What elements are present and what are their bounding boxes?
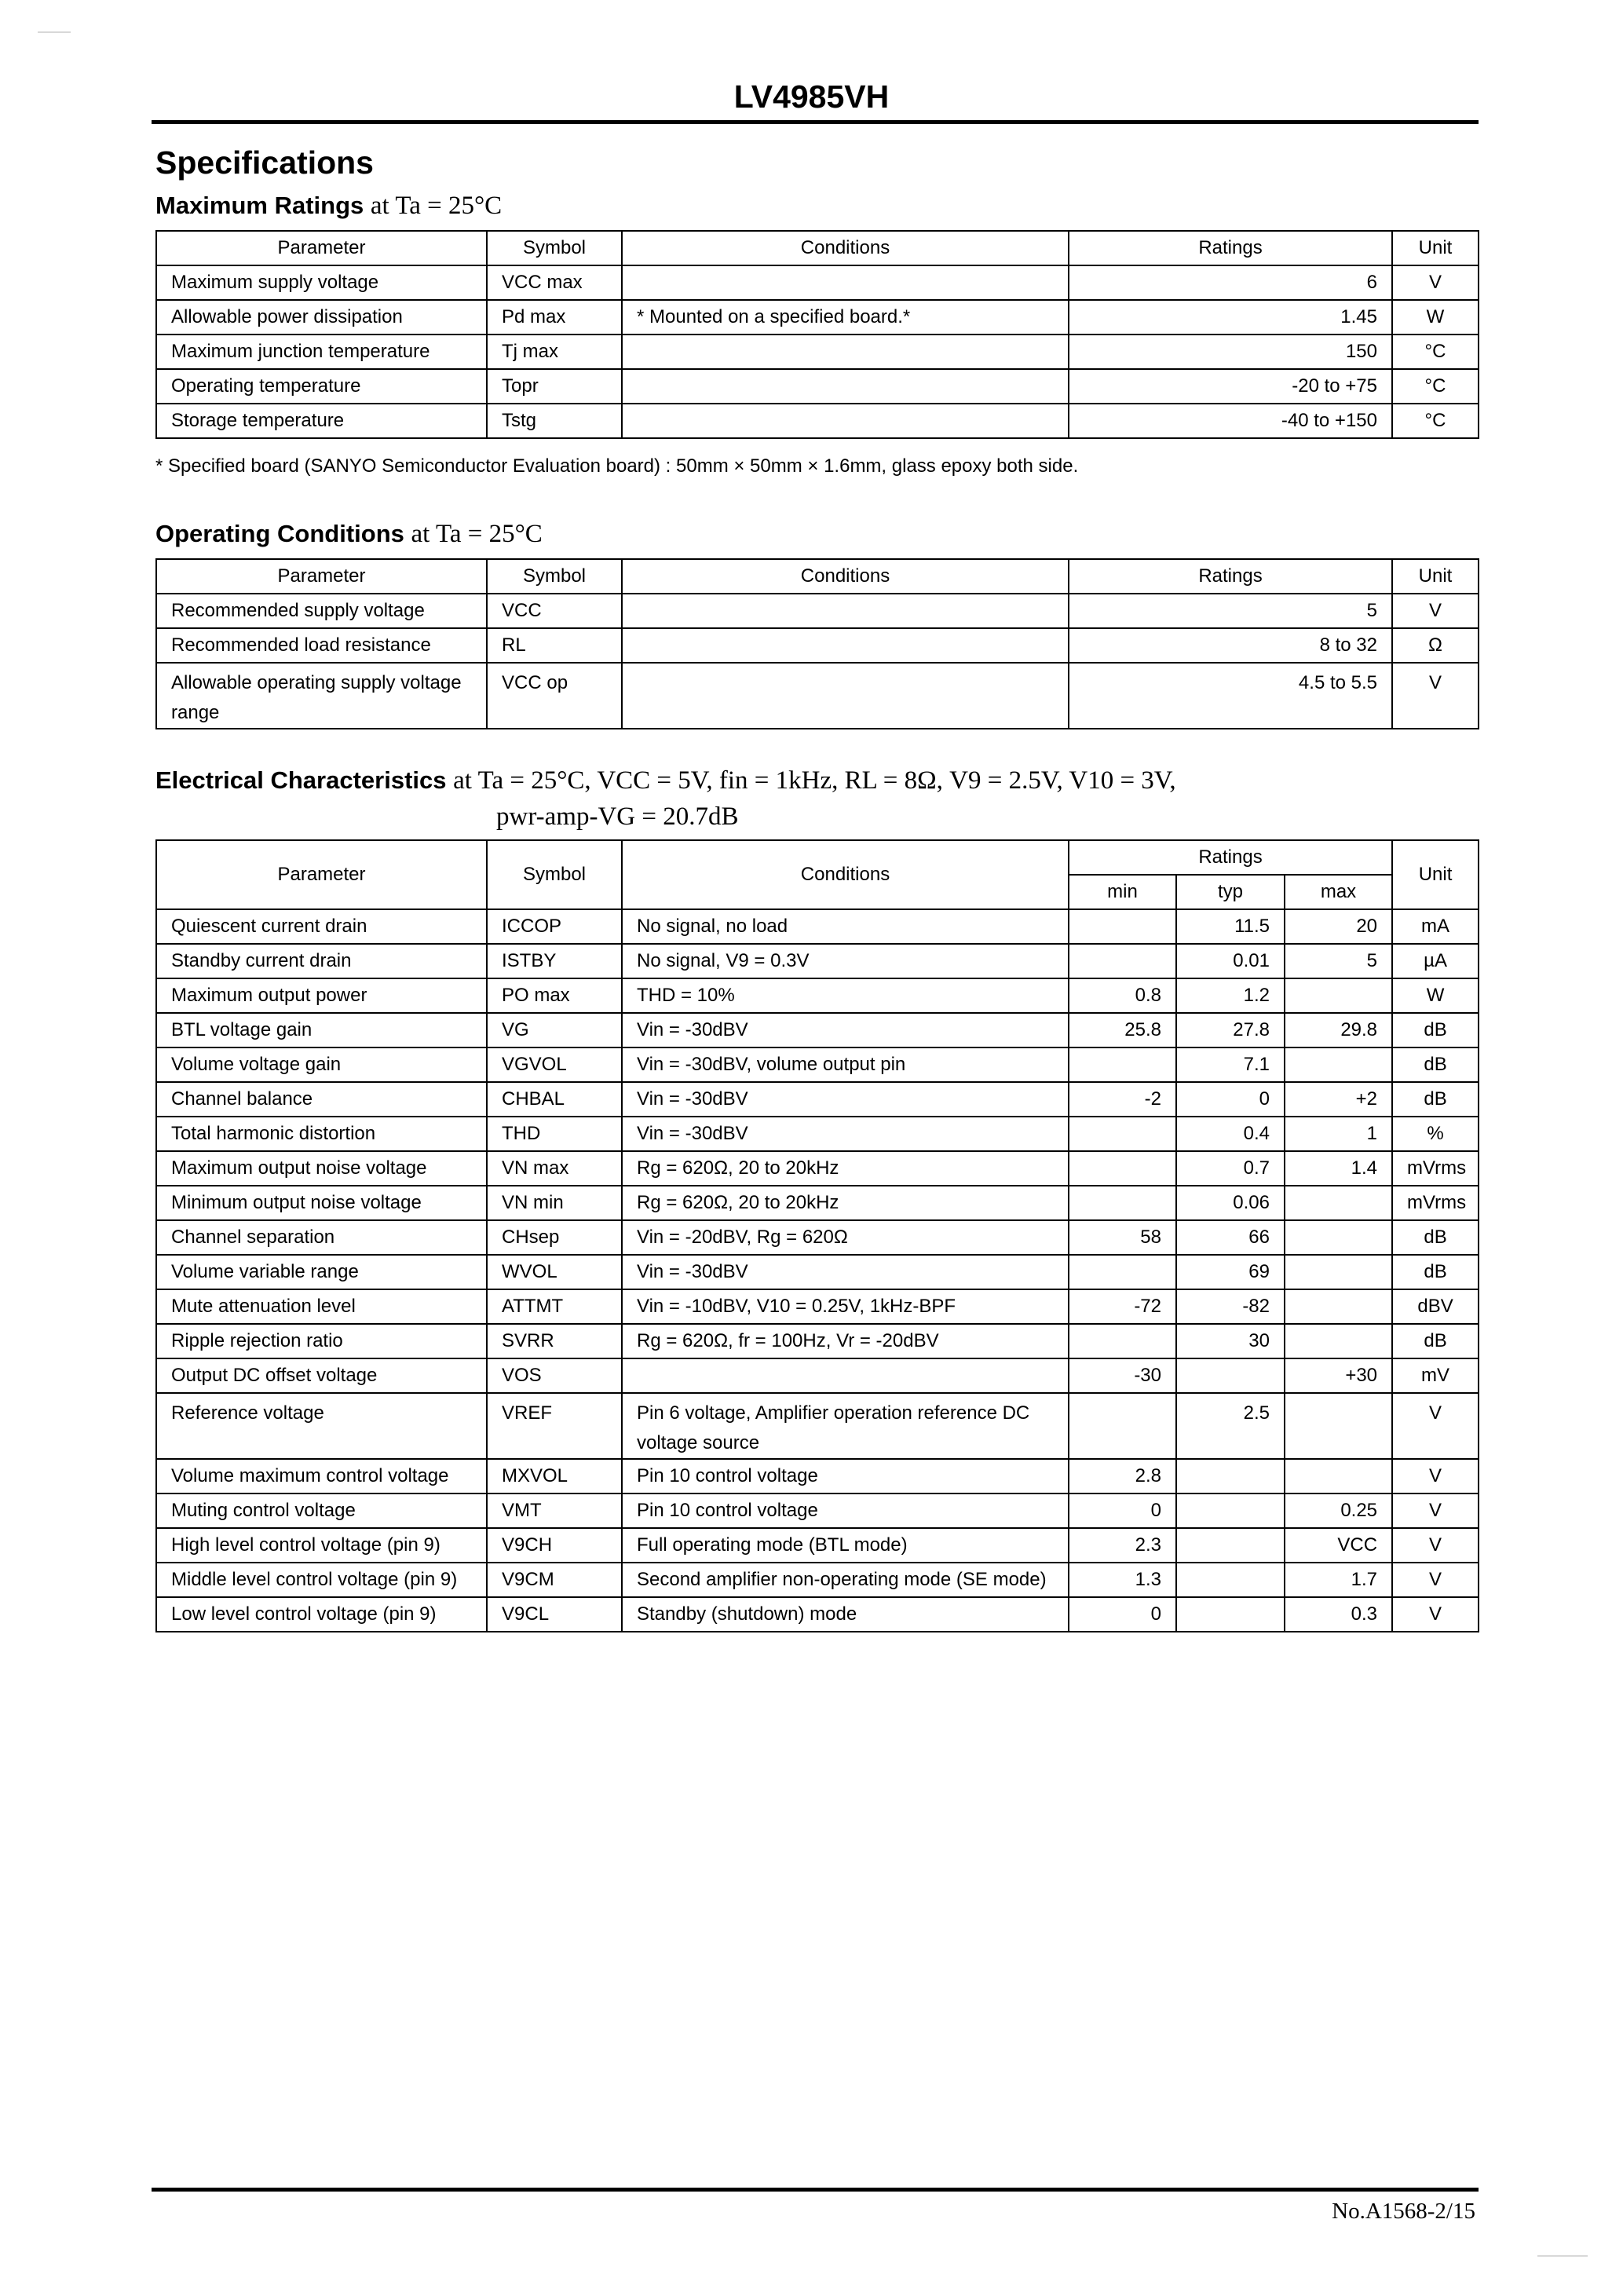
header-parameter: Parameter (156, 559, 487, 594)
symbol-cell: WVOL (487, 1255, 622, 1289)
unit-cell: mA (1392, 909, 1479, 944)
table-row (156, 1013, 1479, 1047)
header-symbol: Symbol (487, 559, 622, 594)
symbol-cell: VN max (487, 1151, 622, 1186)
table-row (156, 1186, 1479, 1220)
conditions-cell (622, 369, 1069, 404)
table-row (156, 628, 1479, 663)
unit-cell: dB (1392, 1013, 1479, 1047)
max-cell: 0.3 (1285, 1597, 1392, 1632)
parameter-cell: Total harmonic distortion (156, 1117, 487, 1151)
typ-cell: 66 (1176, 1220, 1285, 1255)
max-cell (1285, 1047, 1392, 1082)
symbol-cell: ISTBY (487, 944, 622, 978)
unit-cell: W (1392, 978, 1479, 1013)
ratings-cell: -40 to +150 (1069, 404, 1392, 438)
ratings-cell: 4.5 to 5.5 (1069, 663, 1392, 729)
typ-cell (1176, 1358, 1285, 1393)
parameter-cell: Allowable operating supply voltage range (156, 663, 487, 729)
max-cell: +2 (1285, 1082, 1392, 1117)
header-unit: Unit (1392, 231, 1479, 265)
unit-cell: mVrms (1392, 1151, 1479, 1186)
op-conditions-title: Operating Conditions (155, 520, 404, 547)
unit-cell: V (1392, 594, 1479, 628)
symbol-cell: RL (487, 628, 622, 663)
typ-cell (1176, 1563, 1285, 1597)
ratings-cell: 6 (1069, 265, 1392, 300)
elec-header-typ: typ (1176, 875, 1285, 909)
parameter-cell: Reference voltage (156, 1393, 487, 1459)
conditions-cell: Pin 10 control voltage (622, 1493, 1069, 1528)
parameter-cell: Volume variable range (156, 1255, 487, 1289)
unit-cell: mVrms (1392, 1186, 1479, 1220)
unit-cell: V (1392, 1459, 1479, 1493)
table-row (156, 1493, 1479, 1528)
conditions-cell (622, 265, 1069, 300)
min-cell: -2 (1069, 1082, 1176, 1117)
typ-cell: 30 (1176, 1324, 1285, 1358)
min-cell: 1.3 (1069, 1563, 1176, 1597)
conditions-cell (622, 404, 1069, 438)
table-row (156, 1255, 1479, 1289)
table-row (156, 1597, 1479, 1632)
symbol-cell: PO max (487, 978, 622, 1013)
typ-cell: 7.1 (1176, 1047, 1285, 1082)
conditions-cell: Pin 6 voltage, Amplifier operation reference DC voltage source (622, 1393, 1069, 1459)
ratings-cell: 5 (1069, 594, 1392, 628)
min-cell (1069, 944, 1176, 978)
unit-cell: V (1392, 1563, 1479, 1597)
max-cell: 5 (1285, 944, 1392, 978)
symbol-cell: VCC max (487, 265, 622, 300)
elec-title: Electrical Characteristics (155, 766, 447, 794)
unit-cell: Ω (1392, 628, 1479, 663)
parameter-cell: High level control voltage (pin 9) (156, 1528, 487, 1563)
elec-heading (155, 766, 1176, 795)
header-symbol: Symbol (487, 231, 622, 265)
elec-header-symbol: Symbol (487, 840, 622, 909)
max-cell: 0.25 (1285, 1493, 1392, 1528)
typ-cell (1176, 1597, 1285, 1632)
max-cell: 1.4 (1285, 1151, 1392, 1186)
parameter-cell: Channel separation (156, 1220, 487, 1255)
page-number: No.A1568-2/15 (1332, 2199, 1475, 2224)
min-cell (1069, 1047, 1176, 1082)
max-cell (1285, 1255, 1392, 1289)
min-cell (1069, 1186, 1176, 1220)
max-cell (1285, 1459, 1392, 1493)
conditions-cell: No signal, V9 = 0.3V (622, 944, 1069, 978)
elec-cond-line2: pwr-amp-VG = 20.7dB (496, 803, 739, 831)
footer-rule (152, 2188, 1479, 2192)
elec-header-conditions: Conditions (622, 840, 1069, 909)
max-cell (1285, 1324, 1392, 1358)
typ-cell: 0 (1176, 1082, 1285, 1117)
conditions-cell (622, 335, 1069, 369)
elec-heading-2 (496, 803, 739, 832)
parameter-cell: Volume maximum control voltage (156, 1459, 487, 1493)
parameter-cell: Storage temperature (156, 404, 487, 438)
symbol-cell: VG (487, 1013, 622, 1047)
conditions-cell (622, 594, 1069, 628)
symbol-cell: MXVOL (487, 1459, 622, 1493)
max-cell: 1.7 (1285, 1563, 1392, 1597)
unit-cell: dB (1392, 1220, 1479, 1255)
parameter-cell: Low level control voltage (pin 9) (156, 1597, 487, 1632)
elec-header-max: max (1285, 875, 1392, 909)
unit-cell: dB (1392, 1324, 1479, 1358)
typ-cell (1176, 1528, 1285, 1563)
parameter-cell: Muting control voltage (156, 1493, 487, 1528)
table-row (156, 1289, 1479, 1324)
max-cell: 1 (1285, 1117, 1392, 1151)
parameter-cell: Standby current drain (156, 944, 487, 978)
table-row (156, 1528, 1479, 1563)
conditions-cell: * Mounted on a specified board.* (622, 300, 1069, 335)
header-ratings: Ratings (1069, 231, 1392, 265)
unit-cell: dBV (1392, 1289, 1479, 1324)
symbol-cell: V9CM (487, 1563, 622, 1597)
symbol-cell: VN min (487, 1186, 622, 1220)
max-ratings-heading (155, 192, 502, 221)
typ-cell: 27.8 (1176, 1013, 1285, 1047)
max-cell (1285, 1186, 1392, 1220)
typ-cell: 0.01 (1176, 944, 1285, 978)
min-cell: -30 (1069, 1358, 1176, 1393)
op-conditions-heading (155, 520, 543, 549)
table-row (156, 944, 1479, 978)
unit-cell: °C (1392, 369, 1479, 404)
board-note: * Specified board (SANYO Semiconductor Evaluation board) : 50mm × 50mm × 1.6mm, glass epoxy both side. (155, 455, 1079, 477)
conditions-cell (622, 1358, 1069, 1393)
op-conditions-table (155, 558, 1479, 729)
parameter-cell: Minimum output noise voltage (156, 1186, 487, 1220)
table-row (156, 1459, 1479, 1493)
min-cell: 25.8 (1069, 1013, 1176, 1047)
table-row (156, 1047, 1479, 1082)
table-row (156, 1151, 1479, 1186)
conditions-cell: Rg = 620Ω, fr = 100Hz, Vr = -20dBV (622, 1324, 1069, 1358)
elec-header-parameter: Parameter (156, 840, 487, 909)
unit-cell: V (1392, 1528, 1479, 1563)
max-cell (1285, 1220, 1392, 1255)
symbol-cell: ATTMT (487, 1289, 622, 1324)
unit-cell: V (1392, 1493, 1479, 1528)
min-cell: 58 (1069, 1220, 1176, 1255)
conditions-cell: No signal, no load (622, 909, 1069, 944)
parameter-cell: Allowable power dissipation (156, 300, 487, 335)
parameter-cell: Maximum output noise voltage (156, 1151, 487, 1186)
parameter-cell: Maximum output power (156, 978, 487, 1013)
min-cell: 2.3 (1069, 1528, 1176, 1563)
symbol-cell: ICCOP (487, 909, 622, 944)
ratings-cell: -20 to +75 (1069, 369, 1392, 404)
elec-body (156, 909, 1479, 1632)
unit-cell: V (1392, 663, 1479, 729)
parameter-cell: Recommended load resistance (156, 628, 487, 663)
corner-mark-bottom (1537, 2255, 1588, 2257)
table-row (156, 663, 1479, 729)
conditions-cell: Vin = -30dBV (622, 1013, 1069, 1047)
table-row (156, 300, 1479, 335)
elec-table (155, 839, 1479, 1632)
table-row (156, 335, 1479, 369)
min-cell: 0 (1069, 1597, 1176, 1632)
typ-cell: 0.06 (1176, 1186, 1285, 1220)
table-row (156, 1393, 1479, 1459)
op-conditions-body (156, 559, 1479, 729)
unit-cell: V (1392, 1597, 1479, 1632)
min-cell: 0.8 (1069, 978, 1176, 1013)
symbol-cell: VMT (487, 1493, 622, 1528)
symbol-cell: Topr (487, 369, 622, 404)
unit-cell: dB (1392, 1255, 1479, 1289)
elec-header-unit: Unit (1392, 840, 1479, 909)
parameter-cell: Operating temperature (156, 369, 487, 404)
max-cell: VCC (1285, 1528, 1392, 1563)
unit-cell: °C (1392, 335, 1479, 369)
max-ratings-title: Maximum Ratings (155, 192, 364, 219)
max-ratings-cond: at Ta = 25°C (370, 192, 503, 220)
op-conditions-cond: at Ta = 25°C (411, 520, 543, 548)
header-rule (152, 120, 1479, 124)
table-row (156, 1220, 1479, 1255)
header-conditions: Conditions (622, 231, 1069, 265)
conditions-cell: Vin = -30dBV (622, 1255, 1069, 1289)
typ-cell: -82 (1176, 1289, 1285, 1324)
conditions-cell: Vin = -30dBV (622, 1082, 1069, 1117)
unit-cell: µA (1392, 944, 1479, 978)
unit-cell: mV (1392, 1358, 1479, 1393)
typ-cell: 69 (1176, 1255, 1285, 1289)
symbol-cell: VOS (487, 1358, 622, 1393)
parameter-cell: Recommended supply voltage (156, 594, 487, 628)
typ-cell (1176, 1493, 1285, 1528)
symbol-cell: CHsep (487, 1220, 622, 1255)
max-ratings-table (155, 230, 1479, 439)
min-cell (1069, 1117, 1176, 1151)
unit-cell: V (1392, 265, 1479, 300)
parameter-cell: Mute attenuation level (156, 1289, 487, 1324)
elec-cond-line1: at Ta = 25°C, VCC = 5V, fin = 1kHz, RL = 8Ω, V9 = 2.5V, V10 = 3V, (453, 766, 1176, 795)
parameter-cell: BTL voltage gain (156, 1013, 487, 1047)
table-row (156, 1324, 1479, 1358)
elec-header-ratings: Ratings (1069, 840, 1392, 875)
table-header-row (156, 559, 1479, 594)
elec-header-min: min (1069, 875, 1176, 909)
max-cell: 29.8 (1285, 1013, 1392, 1047)
max-cell: +30 (1285, 1358, 1392, 1393)
symbol-cell: VGVOL (487, 1047, 622, 1082)
symbol-cell: V9CL (487, 1597, 622, 1632)
min-cell: 0 (1069, 1493, 1176, 1528)
conditions-cell: Full operating mode (BTL mode) (622, 1528, 1069, 1563)
corner-mark (38, 31, 71, 33)
unit-cell: °C (1392, 404, 1479, 438)
table-row (156, 1358, 1479, 1393)
min-cell: 2.8 (1069, 1459, 1176, 1493)
typ-cell: 2.5 (1176, 1393, 1285, 1459)
parameter-cell: Maximum supply voltage (156, 265, 487, 300)
parameter-cell: Quiescent current drain (156, 909, 487, 944)
table-row (156, 1563, 1479, 1597)
symbol-cell: V9CH (487, 1528, 622, 1563)
unit-cell: dB (1392, 1082, 1479, 1117)
symbol-cell: VCC op (487, 663, 622, 729)
conditions-cell (622, 663, 1069, 729)
parameter-cell: Output DC offset voltage (156, 1358, 487, 1393)
table-row (156, 1082, 1479, 1117)
ratings-cell: 1.45 (1069, 300, 1392, 335)
section-title: Specifications (155, 144, 374, 181)
table-row (156, 909, 1479, 944)
header-unit: Unit (1392, 559, 1479, 594)
table-row (156, 594, 1479, 628)
conditions-cell: Vin = -30dBV (622, 1117, 1069, 1151)
header-conditions: Conditions (622, 559, 1069, 594)
ratings-cell: 150 (1069, 335, 1392, 369)
conditions-cell: Pin 10 control voltage (622, 1459, 1069, 1493)
typ-cell: 0.4 (1176, 1117, 1285, 1151)
min-cell (1069, 1151, 1176, 1186)
conditions-cell (622, 628, 1069, 663)
part-number: LV4985VH (733, 79, 890, 115)
max-cell (1285, 1393, 1392, 1459)
parameter-cell: Middle level control voltage (pin 9) (156, 1563, 487, 1597)
table-row (156, 1117, 1479, 1151)
max-cell (1285, 1289, 1392, 1324)
table-row (156, 404, 1479, 438)
symbol-cell: THD (487, 1117, 622, 1151)
symbol-cell: VCC (487, 594, 622, 628)
unit-cell: dB (1392, 1047, 1479, 1082)
typ-cell: 1.2 (1176, 978, 1285, 1013)
table-row (156, 978, 1479, 1013)
min-cell (1069, 1324, 1176, 1358)
max-ratings-body (156, 231, 1479, 438)
symbol-cell: VREF (487, 1393, 622, 1459)
ratings-cell: 8 to 32 (1069, 628, 1392, 663)
parameter-cell: Maximum junction temperature (156, 335, 487, 369)
min-cell (1069, 1255, 1176, 1289)
conditions-cell: Second amplifier non-operating mode (SE mode) (622, 1563, 1069, 1597)
min-cell (1069, 909, 1176, 944)
conditions-cell: Standby (shutdown) mode (622, 1597, 1069, 1632)
typ-cell: 11.5 (1176, 909, 1285, 944)
conditions-cell: Vin = -10dBV, V10 = 0.25V, 1kHz-BPF (622, 1289, 1069, 1324)
table-row (156, 369, 1479, 404)
symbol-cell: SVRR (487, 1324, 622, 1358)
conditions-cell: Vin = -20dBV, Rg = 620Ω (622, 1220, 1069, 1255)
table-header-row (156, 231, 1479, 265)
parameter-cell: Volume voltage gain (156, 1047, 487, 1082)
typ-cell (1176, 1459, 1285, 1493)
unit-cell: V (1392, 1393, 1479, 1459)
min-cell: -72 (1069, 1289, 1176, 1324)
header-ratings: Ratings (1069, 559, 1392, 594)
min-cell (1069, 1393, 1176, 1459)
parameter-cell: Channel balance (156, 1082, 487, 1117)
unit-cell: W (1392, 300, 1479, 335)
conditions-cell: Vin = -30dBV, volume output pin (622, 1047, 1069, 1082)
symbol-cell: Tstg (487, 404, 622, 438)
symbol-cell: CHBAL (487, 1082, 622, 1117)
header-parameter: Parameter (156, 231, 487, 265)
symbol-cell: Tj max (487, 335, 622, 369)
parameter-cell: Ripple rejection ratio (156, 1324, 487, 1358)
conditions-cell: Rg = 620Ω, 20 to 20kHz (622, 1151, 1069, 1186)
max-cell (1285, 978, 1392, 1013)
table-row (156, 265, 1479, 300)
unit-cell: % (1392, 1117, 1479, 1151)
conditions-cell: Rg = 620Ω, 20 to 20kHz (622, 1186, 1069, 1220)
conditions-cell: THD = 10% (622, 978, 1069, 1013)
max-cell: 20 (1285, 909, 1392, 944)
typ-cell: 0.7 (1176, 1151, 1285, 1186)
symbol-cell: Pd max (487, 300, 622, 335)
